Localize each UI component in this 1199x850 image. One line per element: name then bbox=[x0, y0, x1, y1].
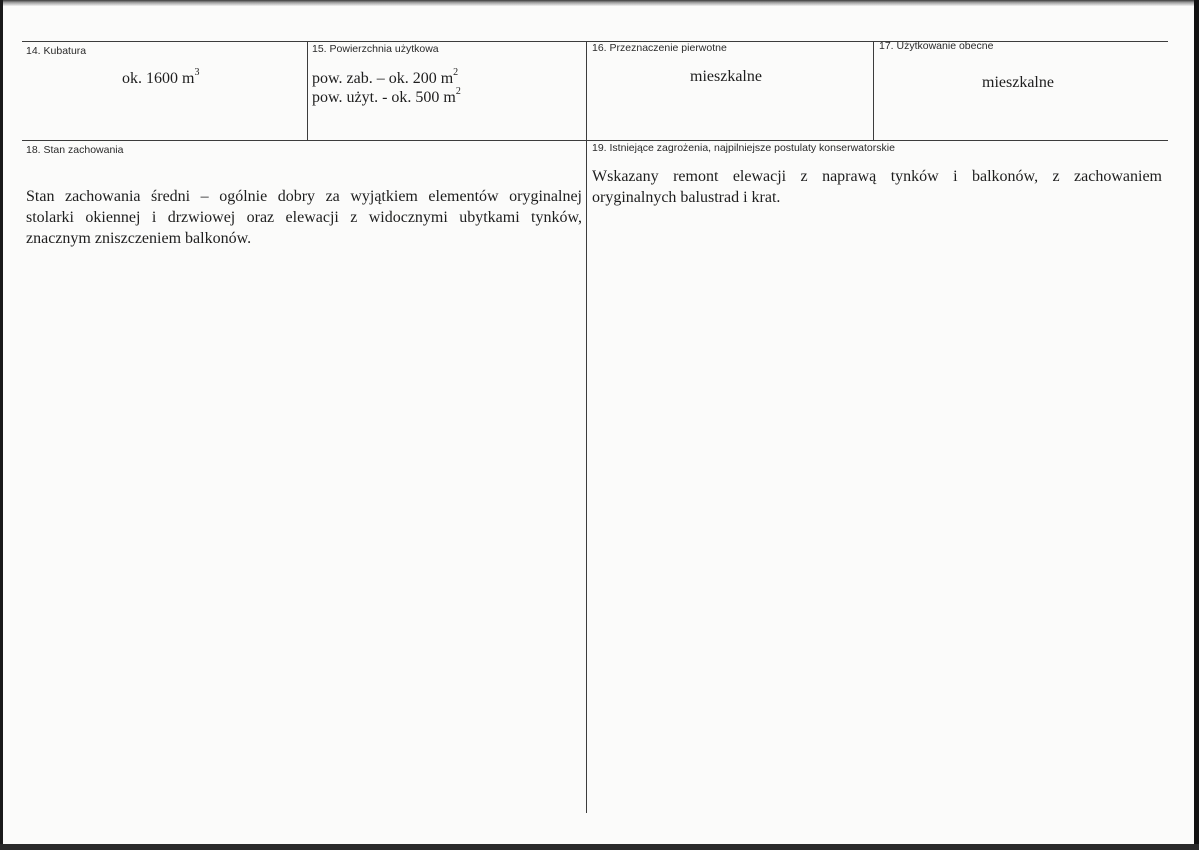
field-15-line1: pow. zab. – ok. 200 $m^2$ bbox=[312, 67, 459, 87]
field-15-line2: pow. użyt. - ok. 500 $m^2$ bbox=[312, 86, 461, 106]
field-17-value: mieszkalne bbox=[982, 74, 1054, 91]
scan-edge-bottom bbox=[0, 844, 1199, 850]
field-15-label: 15. Powierzchnia użytkowa bbox=[312, 43, 439, 55]
field-19-label: 19. Istniejące zagrożenia, najpilniejsze postulaty konserwatorskie bbox=[592, 142, 895, 154]
field-18-text bbox=[26, 186, 582, 249]
field-18-label: 18. Stan zachowania bbox=[26, 144, 124, 156]
field-16-value: mieszkalne bbox=[690, 68, 762, 85]
field-19-line: oryginalnych balustrad i krat. bbox=[592, 189, 781, 206]
field-19-line: Wskazany remont elewacji z naprawą tynków i balkonów, z zachowaniem bbox=[592, 168, 1162, 185]
col-divider-14-15 bbox=[307, 41, 308, 141]
field-19-text bbox=[592, 166, 1162, 208]
scan-edge-top bbox=[0, 0, 1199, 6]
scan-edge-right bbox=[1194, 0, 1199, 850]
field-14-value: ok. 1600 $m^3$ bbox=[122, 67, 200, 87]
col-divider-16-17 bbox=[873, 41, 874, 141]
field-17-label: 17. Użytkowanie obecne bbox=[879, 40, 994, 52]
field-14-label: 14. Kubatura bbox=[26, 45, 87, 57]
field-16-label: 16. Przeznaczenie pierwotne bbox=[592, 42, 727, 54]
field-18-line: Stan zachowania średni – ogólnie dobry za wyjątkiem elementów oryginalnej bbox=[26, 188, 582, 205]
row-divider bbox=[22, 140, 1168, 141]
scan-edge-left bbox=[0, 0, 3, 850]
col-divider-main bbox=[586, 41, 587, 813]
field-18-line: znacznym zniszczeniem balkonów. bbox=[26, 230, 252, 247]
field-18-line: stolarki okiennej i drzwiowej oraz elewacji z widocznymi ubytkami tynków, bbox=[26, 209, 582, 226]
